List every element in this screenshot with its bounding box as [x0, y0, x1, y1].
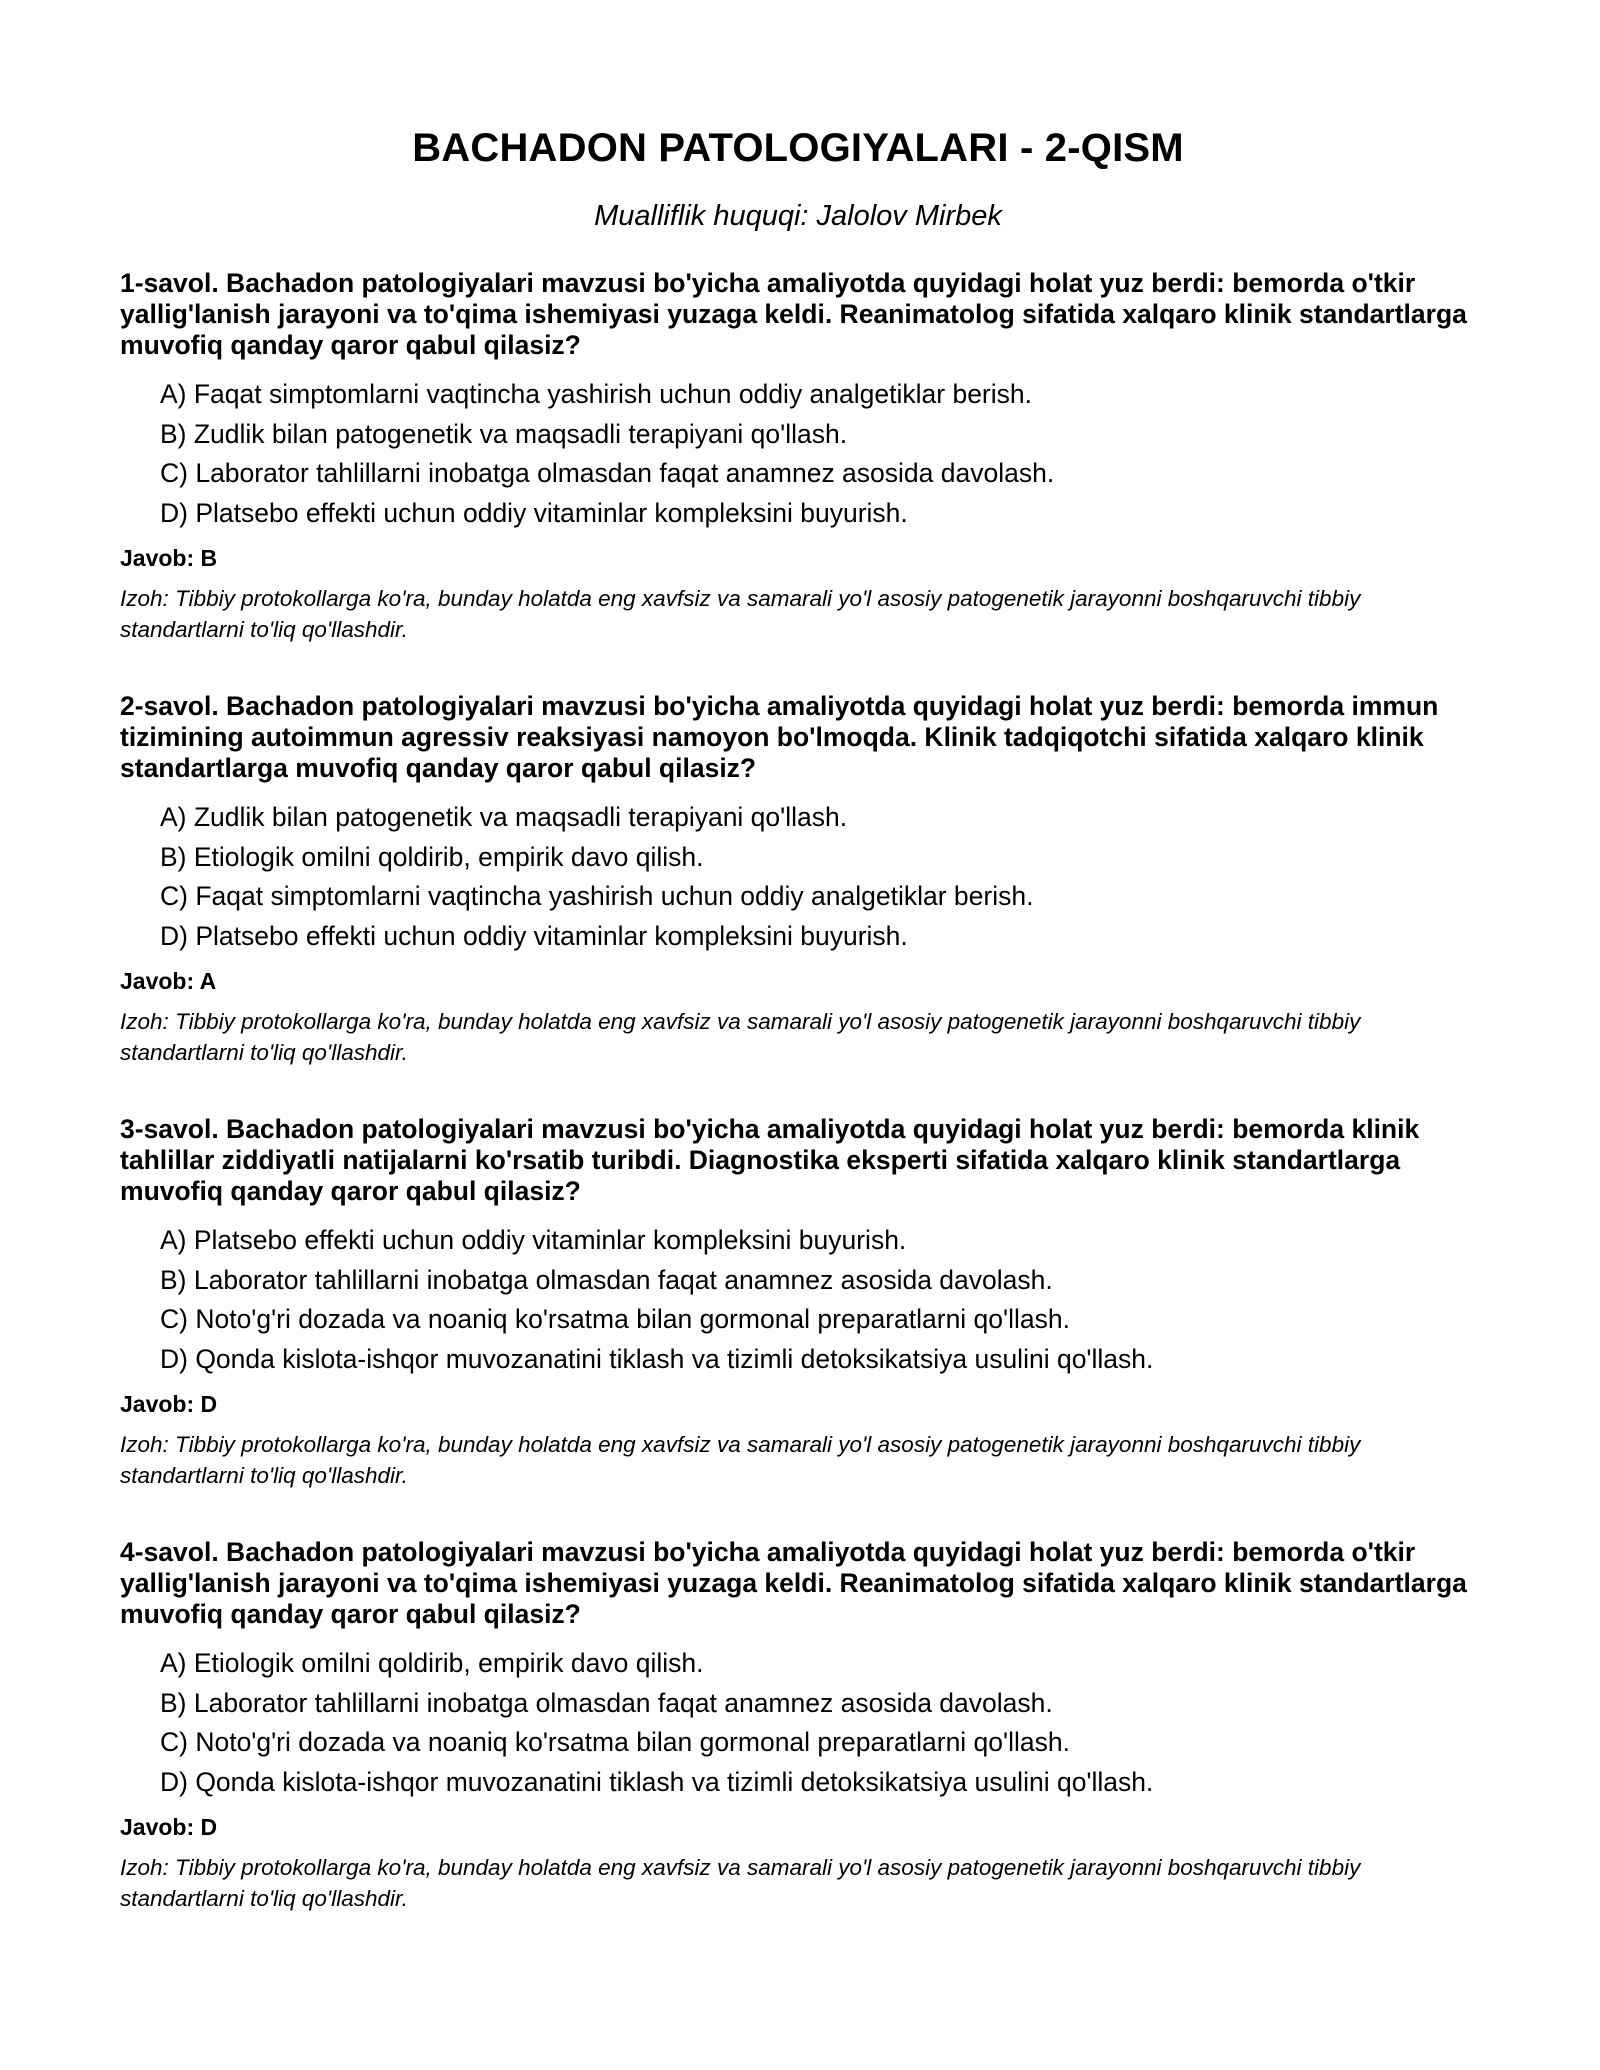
explanation-note: Izoh: Tibbiy protokollarga ko'ra, bunday holatda eng xavfsiz va samarali yo'l asosiy patogenetik jarayonni boshqaruvchi tibbiy standartlarni to'liq qo'llashdir. — [120, 1855, 1361, 1911]
option-d: D) Platsebo effekti uchun oddiy vitaminlar kompleksini buyurish. — [160, 497, 908, 528]
question-2 — [120, 691, 1476, 1068]
option-a: A) Platsebo effekti uchun oddiy vitaminlar kompleksini buyurish. — [160, 1225, 907, 1255]
option-b: B) Laborator tahlillarni inobatga olmasdan faqat anamnez asosida davolash. — [160, 1264, 1053, 1295]
explanation-note: Izoh: Tibbiy protokollarga ko'ra, bunday holatda eng xavfsiz va samarali yo'l asosiy patogenetik jarayonni boshqaruvchi tibbiy standartlarni to'liq qo'llashdir. — [120, 1432, 1361, 1488]
explanation-note: Izoh: Tibbiy protokollarga ko'ra, bunday holatda eng xavfsiz va samarali yo'l asosiy patogenetik jarayonni boshqaruvchi tibbiy standartlarni to'liq qo'llashdir. — [120, 1009, 1361, 1065]
document-author: Mualliflik huquqi: Jalolov Mirbek — [594, 200, 1002, 232]
option-d: D) Platsebo effekti uchun oddiy vitaminlar kompleksini buyurish. — [160, 920, 908, 951]
option-d: D) Qonda kislota-ishqor muvozanatini tiklash va tizimli detoksikatsiya usulini qo'llash. — [160, 1766, 1154, 1797]
question-4 — [120, 1537, 1476, 1914]
option-b: B) Zudlik bilan patogenetik va maqsadli terapiyani qo'llash. — [160, 418, 848, 449]
explanation-note: Izoh: Tibbiy protokollarga ko'ra, bunday holatda eng xavfsiz va samarali yo'l asosiy patogenetik jarayonni boshqaruvchi tibbiy standartlarni to'liq qo'llashdir. — [120, 586, 1361, 642]
option-c: C) Noto'g'ri dozada va noaniq ko'rsatma bilan gormonal preparatlarni qo'llash. — [160, 1727, 1070, 1757]
option-a: A) Etiologik omilni qoldirib, empirik davo qilish. — [160, 1648, 704, 1678]
option-c: C) Noto'g'ri dozada va noaniq ko'rsatma bilan gormonal preparatlarni qo'llash. — [160, 1304, 1070, 1334]
answer-options — [120, 1221, 1476, 1379]
question-text: 2-savol. Bachadon patologiyalari mavzusi bo'yicha amaliyotda quyidagi holat yuz berdi: bemorda immun tizimining autoimmun agressiv reaksiyasi namoyon bo'lmoqda. Klinik tadqiqotchi sifatida xalqaro klinik standartlarga muvofiq qanday qaror qabul qilasiz? — [120, 691, 1439, 783]
option-c: C) Faqat simptomlarni vaqtincha yashirish uchun oddiy analgetiklar berish. — [160, 881, 1034, 911]
correct-answer: Javob: D — [120, 1391, 218, 1417]
document-title: BACHADON PATOLOGIYALARI - 2-QISM — [412, 126, 1184, 170]
question-text: 4-savol. Bachadon patologiyalari mavzusi bo'yicha amaliyotda quyidagi holat yuz berdi: bemorda o'tkir yallig'lanish jarayoni va to'qima ishemiyasi yuzaga keldi. Reanimatolog sifatida xalqaro klinik standartlarga muvofiq qanday qaror qabul qilasiz? — [120, 1537, 1467, 1629]
question-1 — [120, 268, 1476, 645]
answer-options — [120, 1644, 1476, 1802]
option-a: A) Faqat simptomlarni vaqtincha yashirish uchun oddiy analgetiklar berish. — [160, 379, 1032, 409]
option-c: C) Laborator tahlillarni inobatga olmasdan faqat anamnez asosida davolash. — [160, 458, 1055, 488]
option-a: A) Zudlik bilan patogenetik va maqsadli terapiyani qo'llash. — [160, 802, 848, 832]
question-list — [120, 268, 1476, 1914]
correct-answer: Javob: A — [120, 968, 217, 994]
answer-options — [120, 798, 1476, 956]
answer-options — [120, 375, 1476, 533]
correct-answer: Javob: B — [120, 545, 218, 571]
option-b: B) Laborator tahlillarni inobatga olmasdan faqat anamnez asosida davolash. — [160, 1687, 1053, 1718]
question-text: 1-savol. Bachadon patologiyalari mavzusi bo'yicha amaliyotda quyidagi holat yuz berdi: bemorda o'tkir yallig'lanish jarayoni va to'qima ishemiyasi yuzaga keldi. Reanimatolog sifatida xalqaro klinik standartlarga muvofiq qanday qaror qabul qilasiz? — [120, 268, 1467, 360]
correct-answer: Javob: D — [120, 1814, 218, 1840]
question-3 — [120, 1114, 1476, 1491]
question-text: 3-savol. Bachadon patologiyalari mavzusi bo'yicha amaliyotda quyidagi holat yuz berdi: bemorda klinik tahlillar ziddiyatli natijalarni ko'rsatib turibdi. Diagnostika eksperti sifatida xalqaro klinik standartlarga muvofiq qanday qaror qabul qilasiz? — [120, 1114, 1420, 1206]
option-d: D) Qonda kislota-ishqor muvozanatini tiklash va tizimli detoksikatsiya usulini qo'llash. — [160, 1343, 1154, 1374]
option-b: B) Etiologik omilni qoldirib, empirik davo qilish. — [160, 841, 704, 872]
